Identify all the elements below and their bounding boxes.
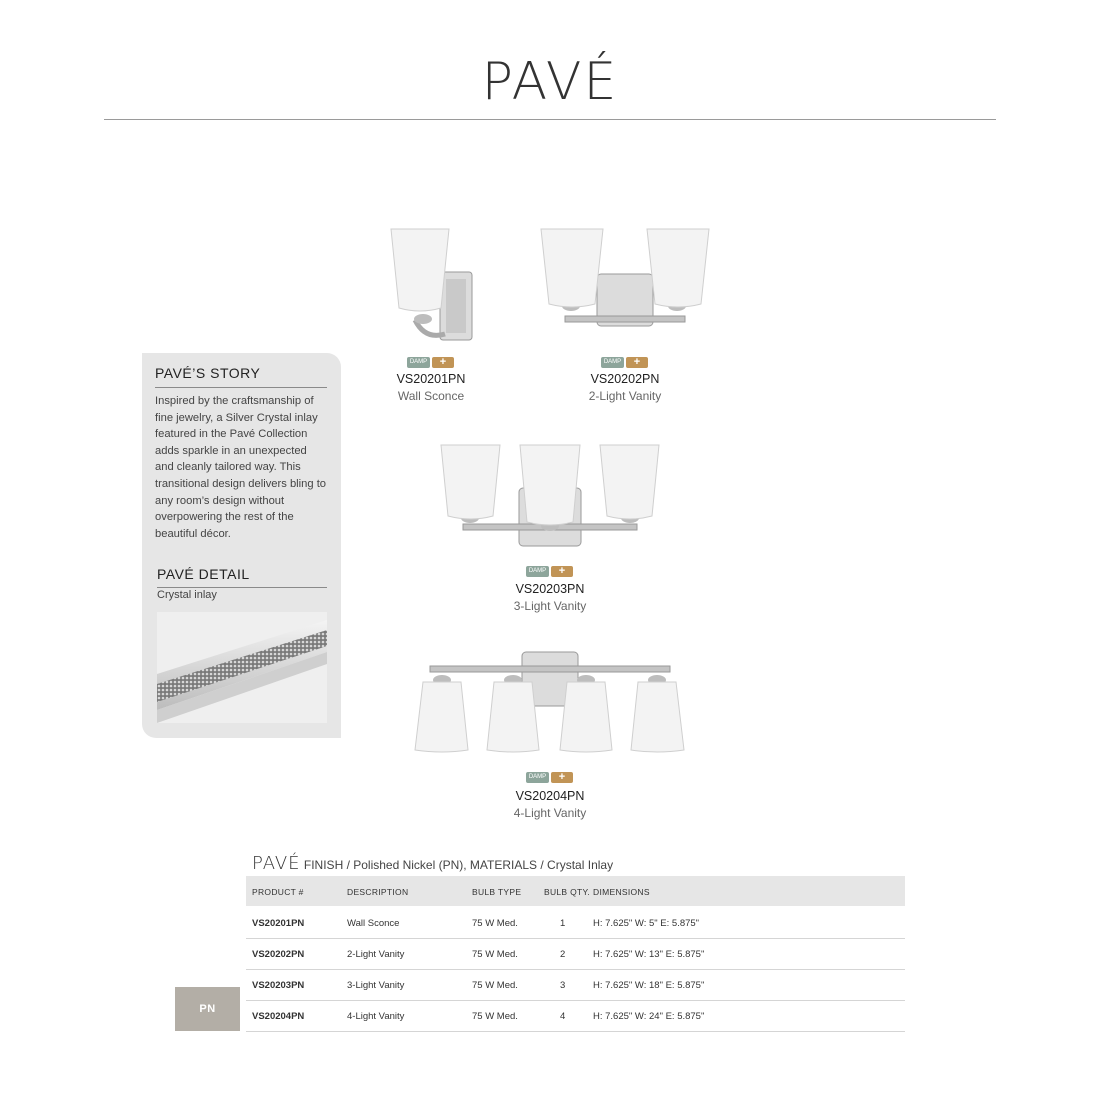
plus-badge: + [551, 566, 573, 577]
cell-product: VS20204PN [252, 1011, 305, 1022]
table-row [246, 938, 905, 970]
damp-rated-badge: DAMP [526, 772, 549, 783]
damp-rated-badge: DAMP [526, 566, 549, 577]
cell-dimensions: H: 7.625" W: 24" E: 5.875" [593, 1011, 705, 1022]
cell-bulb-qty: 2 [560, 949, 566, 960]
two-light-vanity-image [535, 222, 715, 330]
plus-badge: + [626, 357, 648, 368]
cell-dimensions: H: 7.625" W: 13" E: 5.875" [593, 949, 705, 960]
detail-divider [157, 587, 327, 588]
product-sku: VS20204PN [515, 789, 585, 803]
product-description: 2-Light Vanity [588, 389, 662, 403]
cell-bulb-type: 75 W Med. [472, 949, 518, 960]
four-light-vanity-image [408, 650, 693, 756]
col-description: DESCRIPTION [347, 887, 409, 897]
product-description: 4-Light Vanity [513, 806, 587, 820]
cell-description: 3-Light Vanity [347, 980, 405, 991]
story-panel [142, 353, 341, 738]
plus-badge: + [432, 357, 454, 368]
cell-bulb-qty: 3 [560, 980, 566, 991]
wall-sconce-image [385, 222, 480, 347]
table-row [246, 969, 905, 1001]
damp-rated-badge: DAMP [601, 357, 624, 368]
table-row [246, 1000, 905, 1032]
cell-description: 4-Light Vanity [347, 1011, 405, 1022]
col-bulb-qty: BULB QTY. [544, 887, 591, 897]
damp-rated-badge: DAMP [407, 357, 430, 368]
product-sku: VS20201PN [396, 372, 466, 386]
product-sku: VS20202PN [590, 372, 660, 386]
cell-bulb-type: 75 W Med. [472, 980, 518, 991]
product-sku: VS20203PN [515, 582, 585, 596]
col-bulb-type: BULB TYPE [472, 887, 522, 897]
three-light-vanity-image [435, 440, 665, 550]
cell-bulb-qty: 4 [560, 1011, 566, 1022]
crystal-inlay-image [157, 612, 327, 723]
plus-badge: + [551, 772, 573, 783]
cell-bulb-qty: 1 [560, 918, 566, 929]
page-title: PAVÉ [481, 52, 619, 112]
col-dimensions: DIMENSIONS [593, 887, 650, 897]
detail-heading: PAVÉ DETAIL [157, 566, 250, 582]
cell-dimensions: H: 7.625" W: 18" E: 5.875" [593, 980, 705, 991]
table-row [246, 907, 905, 939]
cell-description: Wall Sconce [347, 918, 400, 929]
cell-dimensions: H: 7.625" W: 5" E: 5.875" [593, 918, 700, 929]
cell-product: VS20203PN [252, 980, 305, 991]
specs-finish-materials: FINISH / Polished Nickel (PN), MATERIALS / Crystal Inlay [300, 858, 614, 872]
finish-chip-pn: PN [175, 987, 240, 1031]
product-description: 3-Light Vanity [513, 599, 587, 613]
specs-collection-name: PAVÉ [252, 853, 301, 874]
cell-description: 2-Light Vanity [347, 949, 405, 960]
cell-product: VS20202PN [252, 949, 305, 960]
story-divider [155, 387, 327, 388]
story-heading: PAVÉ’S STORY [155, 365, 261, 381]
cell-product: VS20201PN [252, 918, 305, 929]
cell-bulb-type: 75 W Med. [472, 918, 518, 929]
product-description: Wall Sconce [397, 389, 465, 403]
story-text: Inspired by the craftsmanship of fine jewelry, a Silver Crystal inlay featured in the Pavé Collection adds sparkle in an unexpected and cleanly tailored way. This transitional design delivers bling to any room’s design without overpowering the rest of the beautiful décor. [155, 395, 327, 540]
specs-table-header [246, 876, 905, 906]
col-product: PRODUCT # [252, 887, 304, 897]
detail-subtitle: Crystal inlay [157, 589, 217, 601]
cell-bulb-type: 75 W Med. [472, 1011, 518, 1022]
title-divider [104, 119, 996, 120]
specs-title [252, 853, 613, 874]
